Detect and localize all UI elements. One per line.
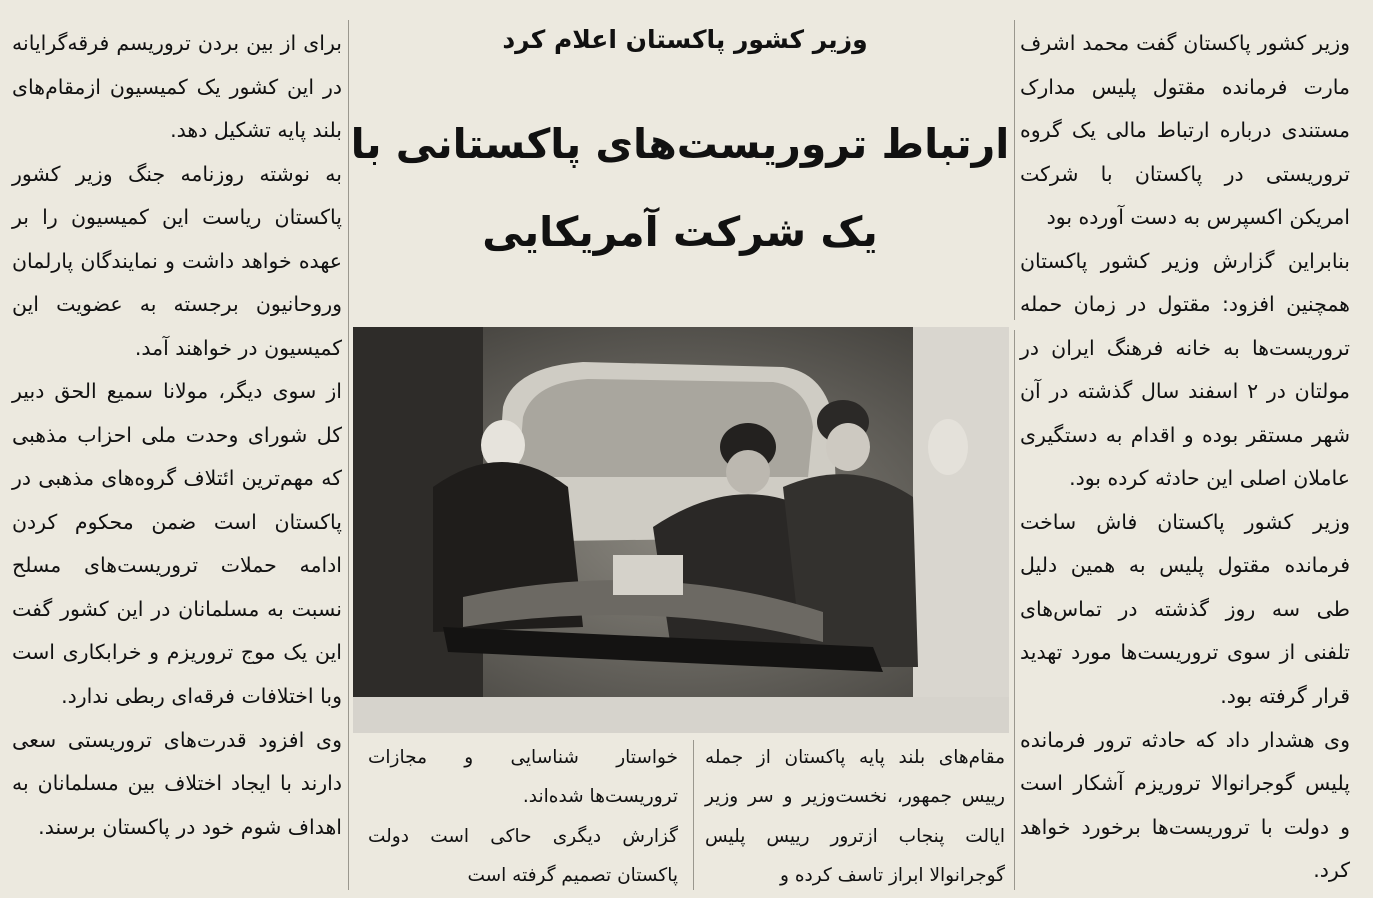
headline-line-1: ارتباط تروریست‌های پاکستانی با bbox=[350, 120, 1010, 168]
article-column-left bbox=[12, 22, 342, 849]
news-photo bbox=[353, 327, 1009, 733]
article-kicker: وزیر کشور پاکستان اعلام کرد bbox=[502, 25, 868, 54]
paragraph: به نوشته روزنامه جنگ وزیر کشور پاکستان ریاست این کمیسیون را بر عهده خواهد داشت و نمایندگان پارلمان وروحانیون برجسته به عضویت این کمیسیون در خواهند آمد. bbox=[12, 161, 342, 360]
column-divider bbox=[1014, 330, 1015, 890]
paragraph: مقام‌های بلند پایه پاکستان از جمله رییس جمهور، نخست‌وزیر و سر وزیر ایالت پنجاب ازترور رییس پلیس گوجرانوالا ابراز تاسف کرده و bbox=[705, 747, 1005, 886]
paragraph: وی هشدار داد که حادثه ترور فرمانده پلیس گوجرانوالا تروریزم آشکار است و دولت با تروریست‌ها برخورد خواهد کرد. bbox=[1020, 727, 1350, 883]
paragraph: خواستار شناسایی و مجازات تروریست‌ها شده‌اند. bbox=[368, 747, 678, 808]
column-divider bbox=[693, 740, 694, 890]
paragraph: از سوی دیگر، مولانا سمیع الحق دبیر کل شورای وحدت ملی احزاب مذهبی که مهم‌ترین ائتلاف گروه‌های مذهبی در پاکستان است ضمن محکوم کردن ادامه حملات تروریست‌های مسلح نسبت به مسلمانان در این کشور گفت این یک موج تروریزم و خرابکاری است وبا اختلافات فرقه‌ای ربطی ندارد. bbox=[12, 379, 342, 708]
article-column-right bbox=[1020, 22, 1350, 893]
article-column-bottom-left bbox=[368, 738, 678, 895]
paragraph: وزیر کشور پاکستان گفت محمد اشرف مارت فرمانده مقتول پلیس مدارک مستندی درباره ارتباط مالی یک گروه تروریستی در پاکستان با شرکت امریکن اکسپرس به دست آورده بود bbox=[1020, 31, 1350, 230]
article-column-bottom-right bbox=[705, 738, 1005, 895]
headline-line-2: یک شرکت آمریکایی bbox=[482, 208, 878, 257]
paragraph: وزیر کشور پاکستان فاش ساخت فرمانده مقتول پلیس به همین دلیل طی سه روز گذشته در تماس‌های تلفنی از سوی تروریست‌ها مورد تهدید قرار گرفته بود. bbox=[1020, 509, 1350, 708]
news-photo-illustration bbox=[353, 327, 1009, 733]
paragraph: بنابراین گزارش وزیر کشور پاکستان همچنین افزود: مقتول در زمان حمله تروریست‌ها به خانه فرهنگ ایران در مولتان در ۲ اسفند سال گذشته در آن شهر مستقر بوده و اقدام به دستگیری عاملان اصلی این حادثه کرده بود. bbox=[1020, 248, 1350, 491]
paragraph: وی افزود قدرت‌های تروریستی سعی دارند با ایجاد اختلاف بین مسلمانان به اهداف شوم خود در پاکستان برسند. bbox=[12, 727, 342, 839]
paragraph: گزارش دیگری حاکی است دولت پاکستان تصمیم گرفته است bbox=[368, 825, 678, 886]
column-divider bbox=[1014, 20, 1015, 320]
column-divider bbox=[348, 20, 349, 890]
paragraph: برای از بین بردن تروریسم فرقه‌گرایانه در این کشور یک کمیسیون ازمقام‌های بلند پایه تشکیل دهد. bbox=[12, 31, 342, 143]
article-headline bbox=[350, 100, 1010, 277]
